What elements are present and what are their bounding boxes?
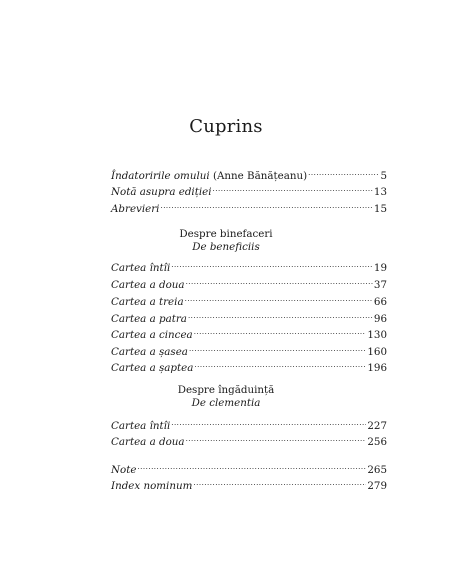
toc-page-number: 160 <box>367 346 387 358</box>
toc-entry-label: Notă asupra ediției <box>111 186 212 198</box>
toc-entry[interactable] <box>111 341 387 358</box>
toc-entry[interactable] <box>111 257 387 274</box>
toc-entry-label: Cartea a șaptea <box>111 362 194 374</box>
dot-leader <box>186 274 373 288</box>
section-heading-title: Despre îngăduință <box>177 384 275 396</box>
toc-entry[interactable] <box>111 324 387 341</box>
toc-entry-label: Îndatoririle omului <box>111 170 210 182</box>
toc-page-number: 227 <box>367 420 387 432</box>
toc-page-number: 13 <box>373 186 387 198</box>
dot-leader <box>160 198 372 212</box>
toc-entry[interactable] <box>111 291 387 308</box>
toc-entry-front-3[interactable] <box>111 198 387 215</box>
section-heading-latin: De beneficiis <box>192 241 260 253</box>
toc-page-number: 5 <box>380 170 387 182</box>
toc-entry-front-1[interactable] <box>111 165 387 182</box>
toc-entry-label: Cartea a doua <box>111 436 185 448</box>
toc-entry[interactable] <box>111 274 387 291</box>
toc-page-number: 66 <box>373 296 387 308</box>
toc-page-number: 96 <box>373 313 387 325</box>
section-heading <box>0 228 452 254</box>
dot-leader <box>194 357 366 371</box>
page-title: Cuprins <box>189 116 263 137</box>
dot-leader <box>193 475 366 489</box>
dot-leader <box>171 415 366 429</box>
toc-entry-front-2[interactable] <box>111 181 387 198</box>
toc-entry[interactable] <box>111 308 387 325</box>
section-heading-latin: De clementia <box>191 397 261 409</box>
dot-leader <box>137 459 366 473</box>
toc-entry-label: Cartea a cincea <box>111 329 193 341</box>
toc-entry-label: Cartea a patra <box>111 313 187 325</box>
dot-leader <box>171 257 373 271</box>
toc-page-number: 37 <box>373 279 387 291</box>
toc-entry-label: Cartea a doua <box>111 279 185 291</box>
section-heading <box>0 384 452 410</box>
toc-page-number: 19 <box>373 262 387 274</box>
toc-entry-label: Note <box>111 464 137 476</box>
toc-entry-label: Cartea întîi <box>111 262 171 274</box>
toc-entry-author: (Anne Bănățeanu) <box>209 170 308 182</box>
dot-leader <box>213 181 373 195</box>
toc-entry[interactable] <box>111 357 387 374</box>
toc-entry[interactable] <box>111 415 387 432</box>
toc-page-number: 265 <box>367 464 387 476</box>
toc-entry-label: Cartea întîi <box>111 420 171 432</box>
toc-entry[interactable] <box>111 431 387 448</box>
toc-entry-label: Cartea a treia <box>111 296 184 308</box>
toc-entry-label: Index nominum <box>111 480 193 492</box>
dot-leader <box>189 341 366 355</box>
section-heading-title: Despre binefaceri <box>179 228 273 240</box>
toc-entry-label: Cartea a șasea <box>111 346 188 358</box>
toc-page-number: 279 <box>367 480 387 492</box>
dot-leader <box>188 308 373 322</box>
toc-page-number: 130 <box>367 329 387 341</box>
toc-page-number: 196 <box>367 362 387 374</box>
dot-leader <box>194 324 367 338</box>
dot-leader <box>185 291 373 305</box>
dot-leader <box>308 165 379 179</box>
toc-entry-notes[interactable] <box>111 459 387 476</box>
toc-entry-index[interactable] <box>111 475 387 492</box>
toc-page-number: 15 <box>373 203 387 215</box>
dot-leader <box>186 431 367 445</box>
toc-entry-label: Abrevieri <box>111 203 160 215</box>
toc-page-number: 256 <box>367 436 387 448</box>
